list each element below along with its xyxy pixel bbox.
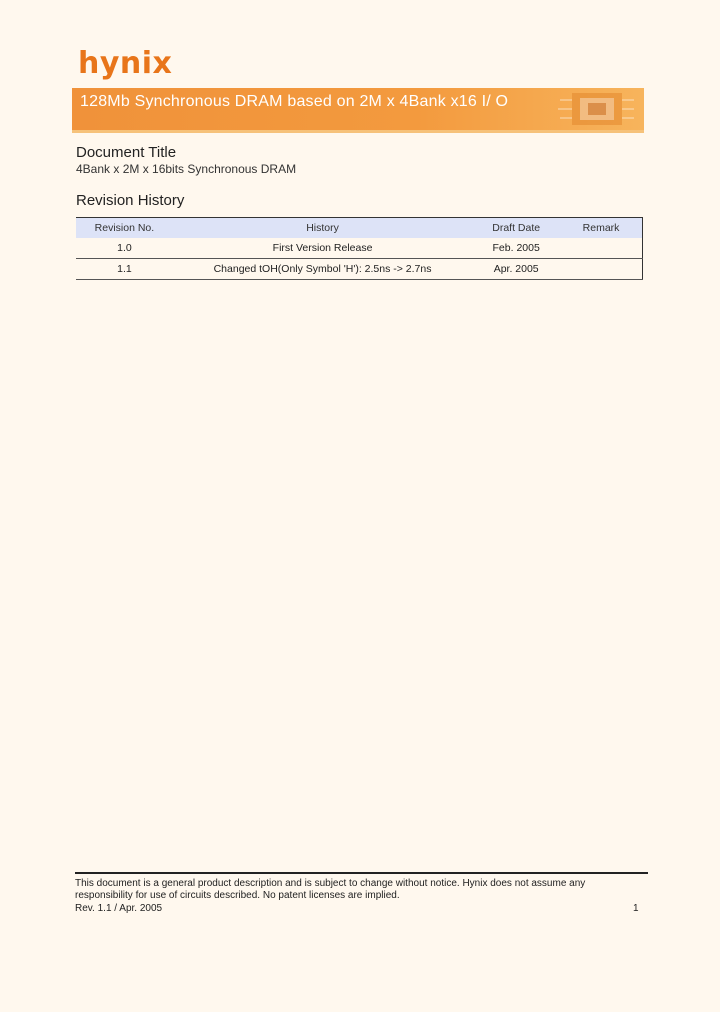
footer-divider — [75, 872, 648, 874]
footer-disclaimer: This document is a general product description and is subject to change without notice. Hynix does not assume any responsibility for use of circuits described. No patent licenses are implied. — [75, 878, 586, 901]
chip-icon — [554, 90, 636, 128]
cell-draft-date: Apr. 2005 — [472, 259, 560, 280]
table-row — [76, 238, 643, 259]
cell-remark — [560, 238, 642, 259]
column-header-history: History — [173, 218, 472, 239]
cell-history: First Version Release — [173, 238, 472, 259]
document-title-heading: Document Title — [76, 144, 177, 161]
column-header-draft-date: Draft Date — [472, 218, 560, 239]
banner-title: 128Mb Synchronous DRAM based on 2M x 4Bank x16 I/ O — [80, 93, 509, 110]
table-row — [76, 259, 643, 280]
hynix-logo: hynix — [78, 46, 173, 81]
column-header-revision: Revision No. — [76, 218, 173, 239]
column-header-remark: Remark — [560, 218, 642, 239]
page-number: 1 — [633, 903, 639, 914]
revision-history-heading: Revision History — [76, 192, 185, 209]
cell-revision: 1.1 — [76, 259, 173, 280]
title-banner — [72, 88, 644, 133]
cell-draft-date: Feb. 2005 — [472, 238, 560, 259]
cell-history: Changed tOH(Only Symbol 'H'): 2.5ns -> 2.7ns — [173, 259, 472, 280]
table-header-row — [76, 218, 643, 239]
revision-table — [76, 217, 643, 280]
cell-revision: 1.0 — [76, 238, 173, 259]
cell-remark — [560, 259, 642, 280]
document-title-text: 4Bank x 2M x 16bits Synchronous DRAM — [76, 162, 297, 176]
footer-revision: Rev. 1.1 / Apr. 2005 — [75, 903, 163, 914]
